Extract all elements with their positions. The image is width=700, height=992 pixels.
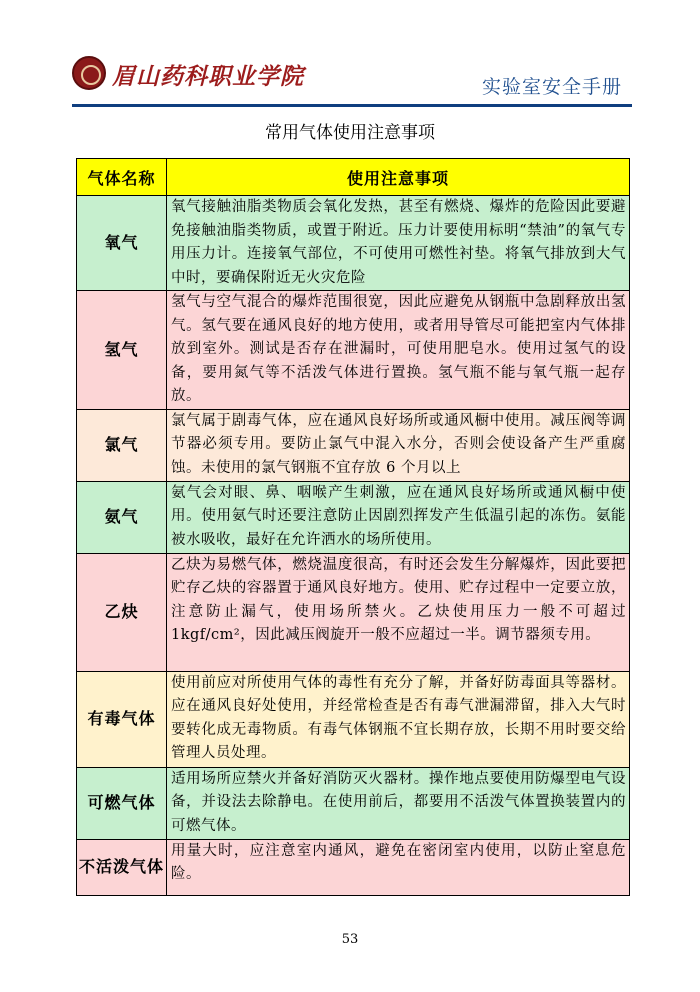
table-row	[77, 291, 630, 410]
gas-name: 有毒气体	[77, 671, 167, 767]
table-row	[77, 409, 630, 481]
gas-precautions: 氢气与空气混合的爆炸范围很宽，因此应避免从钢瓶中急剧释放出氢气。氢气要在通风良好的地方使用，或者用导管尽可能把室内气体排放到室外。测试是否存在泄漏时，可使用肥皂水。使用过氢气的设备，要用氮气等不活泼气体进行置换。氢气瓶不能与氧气瓶一起存放。	[167, 291, 630, 410]
gas-name: 氢气	[77, 291, 167, 410]
school-name: 眉山药科职业学院	[112, 63, 304, 90]
header-precautions: 使用注意事项	[167, 159, 630, 196]
gas-precautions: 氨气会对眼、鼻、咽喉产生刺激，应在通风良好场所或通风橱中使用。使用氨气时还要注意防止因剧烈挥发产生低温引起的冻伤。氨能被水吸收，最好在允许洒水的场所使用。	[167, 481, 630, 553]
table-row	[77, 553, 630, 671]
page-number: 53	[341, 932, 359, 947]
page-title: 常用气体使用注意事项	[265, 123, 435, 143]
gas-precautions: 氧气接触油脂类物质会氧化发热，甚至有燃烧、爆炸的危险因此要避免接触油脂类物质，或置于附近。压力计要使用标明“禁油”的氧气专用压力计。连接氧气部位，不可使用可燃性衬垫。将氧气排放到大气中时，要确保附近无火灾危险	[167, 196, 630, 291]
gas-name: 可燃气体	[77, 767, 167, 839]
gas-name: 氧气	[77, 196, 167, 291]
gas-safety-table	[76, 158, 630, 896]
table-row	[77, 767, 630, 839]
table-header-row	[77, 159, 630, 196]
gas-name: 氨气	[77, 481, 167, 553]
header-divider	[72, 104, 632, 107]
gas-name: 乙炔	[77, 553, 167, 671]
page-header	[72, 50, 632, 102]
gas-precautions: 乙炔为易燃气体，燃烧温度很高，有时还会发生分解爆炸，因此要把贮存乙炔的容器置于通风良好地方。使用、贮存过程中一定要立放，注意防止漏气，使用场所禁火。乙炔使用压力一般不可超过 1kgf/cm²，因此减压阀旋开一般不应超过一半。调节器须专用。	[167, 553, 630, 671]
header-gas-name: 气体名称	[77, 159, 167, 196]
table-row	[77, 196, 630, 291]
gas-precautions: 氯气属于剧毒气体，应在通风良好场所或通风橱中使用。减压阀等调节器必须专用。要防止氯气中混入水分，否则会使设备产生严重腐蚀。未使用的氯气钢瓶不宜存放 6 个月以上	[167, 409, 630, 481]
gas-name: 氯气	[77, 409, 167, 481]
manual-title: 实验室安全手册	[481, 76, 622, 98]
school-logo-icon	[72, 56, 106, 90]
gas-precautions: 适用场所应禁火并备好消防灭火器材。操作地点要使用防爆型电气设备，并设法去除静电。在使用前后，都要用不活泼气体置换装置内的可燃气体。	[167, 767, 630, 839]
gas-precautions: 用量大时，应注意室内通风，避免在密闭室内使用，以防止窒息危险。	[167, 839, 630, 895]
table-row	[77, 671, 630, 767]
table-row	[77, 481, 630, 553]
gas-name: 不活泼气体	[77, 839, 167, 895]
gas-precautions: 使用前应对所使用气体的毒性有充分了解，并备好防毒面具等器材。应在通风良好处使用，并经常检查是否有毒气泄漏滞留，排入大气时要转化成无毒物质。有毒气体钢瓶不宜长期存放，长期不用时要交给管理人员处理。	[167, 671, 630, 767]
table-row	[77, 839, 630, 895]
